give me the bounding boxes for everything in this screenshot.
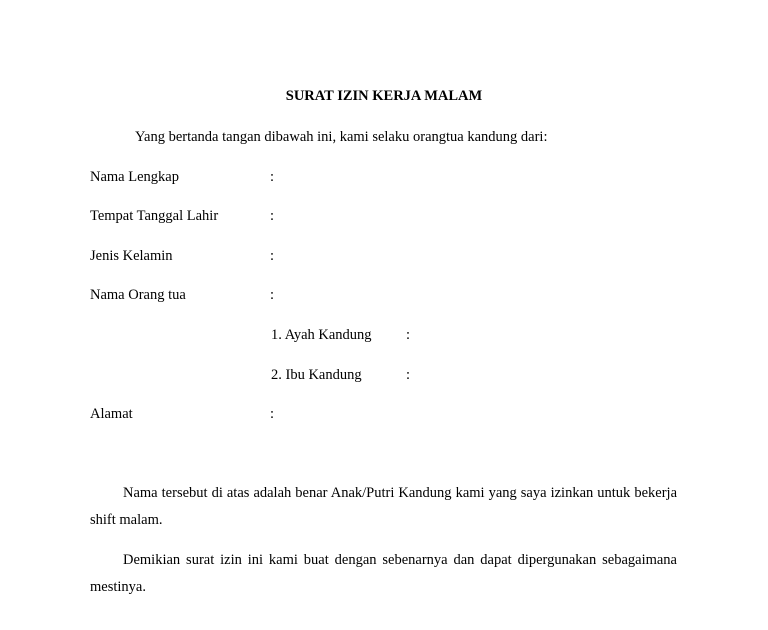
field-label: Alamat xyxy=(90,406,133,422)
letter-title: SURAT IZIN KERJA MALAM xyxy=(285,88,483,104)
closing-text: Demikian surat izin ini kami buat dengan sebenarnya dan dapat dipergunakan sebagaimana mestinya. xyxy=(90,552,677,595)
field-colon: : xyxy=(270,287,275,303)
field-label: Nama Lengkap xyxy=(90,169,179,185)
field-colon: : xyxy=(270,208,275,224)
field-colon: : xyxy=(270,406,275,422)
field-colon: : xyxy=(270,248,275,264)
field-label: Tempat Tanggal Lahir xyxy=(90,208,219,224)
field-label: Nama Orang tua xyxy=(90,287,186,303)
field-label: 1. Ayah Kandung xyxy=(271,327,372,343)
statement-paragraph xyxy=(90,480,677,534)
field-colon: : xyxy=(406,367,411,383)
closing-paragraph xyxy=(90,547,677,601)
field-colon: : xyxy=(406,327,411,343)
field-colon: : xyxy=(270,169,275,185)
field-label: Jenis Kelamin xyxy=(90,248,173,264)
intro-text: Yang bertanda tangan dibawah ini, kami selaku orangtua kandung dari: xyxy=(135,129,548,145)
field-label: 2. Ibu Kandung xyxy=(271,367,362,383)
statement-text: Nama tersebut di atas adalah benar Anak/Putri Kandung kami yang saya izinkan untuk bekerja shift malam. xyxy=(90,485,677,528)
